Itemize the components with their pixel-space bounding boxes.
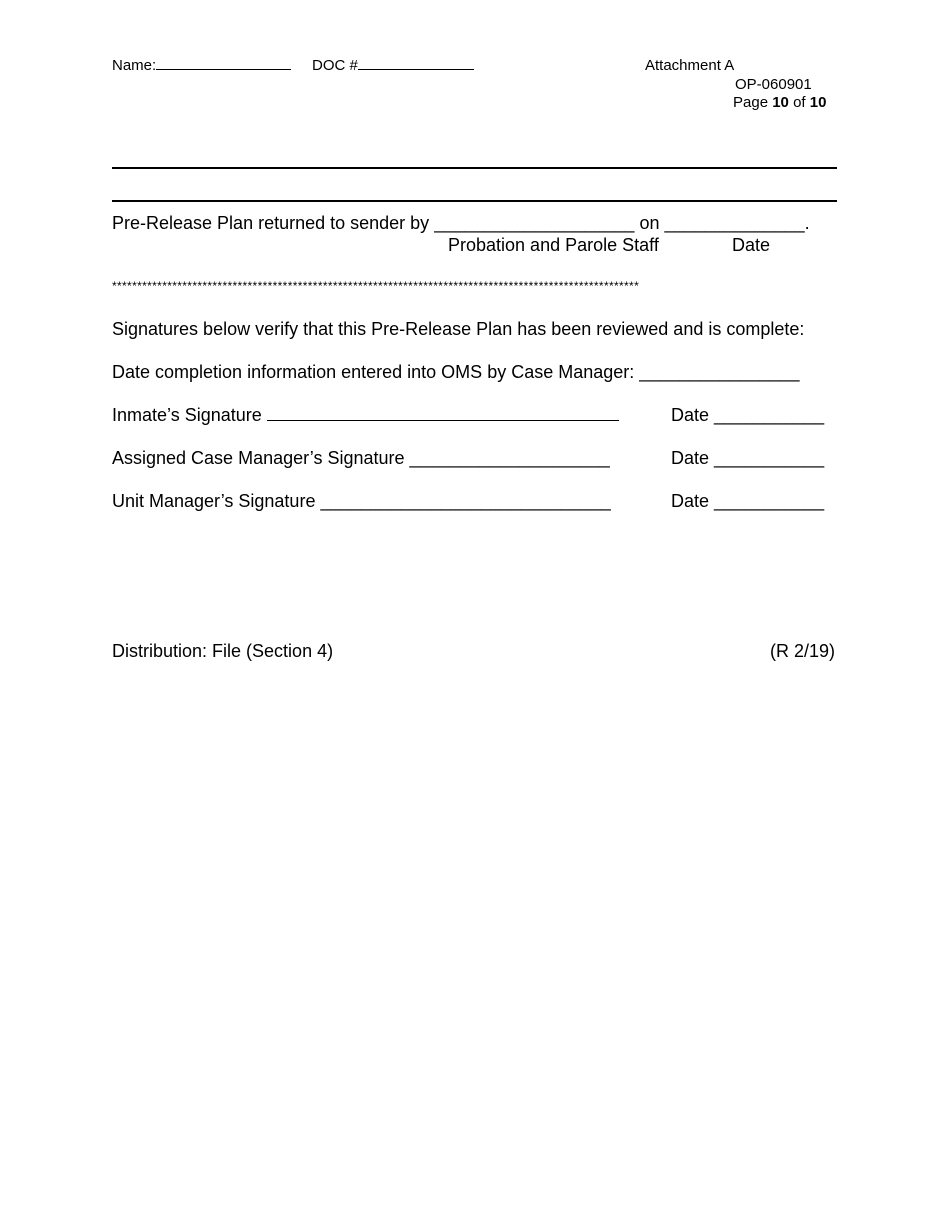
unit-manager-date-label: Date — [671, 491, 710, 511]
inmate-date-line — [671, 405, 824, 426]
page-number — [733, 94, 826, 111]
returned-to-sender-line — [112, 213, 810, 234]
name-field — [112, 57, 291, 74]
staff-blank[interactable]: ____________________ — [434, 213, 635, 233]
oms-blank[interactable]: ________________ — [639, 362, 800, 382]
caption-staff: Probation and Parole Staff — [448, 235, 659, 255]
case-manager-date-blank[interactable]: ___________ — [714, 448, 825, 468]
name-label: Name: — [112, 57, 157, 74]
unit-manager-date-line — [671, 491, 824, 512]
revision-note: (R 2/19) — [770, 641, 836, 661]
returned-on: on — [639, 213, 660, 233]
inmate-signature-blank[interactable] — [267, 419, 619, 421]
op-number: OP-060901 — [735, 76, 812, 93]
case-manager-signature-blank[interactable]: ____________________ — [409, 448, 610, 468]
caption-date: Date — [732, 235, 771, 255]
doc-number-label: DOC # — [312, 57, 358, 74]
oms-label: Date completion information entered into OMS by Case Manager: — [112, 362, 635, 382]
distribution-note: Distribution: File (Section 4) — [112, 641, 334, 661]
top-rule — [112, 167, 837, 169]
unit-manager-date-blank[interactable]: ___________ — [714, 491, 825, 511]
unit-manager-signature-blank[interactable]: _____________________________ — [320, 491, 611, 511]
signatures-intro: Signatures below verify that this Pre-Release Plan has been reviewed and is complete: — [112, 319, 805, 339]
name-blank[interactable] — [156, 68, 291, 70]
inmate-date-blank[interactable]: ___________ — [714, 405, 825, 425]
doc-number-field — [312, 57, 474, 74]
case-manager-signature-line — [112, 448, 610, 469]
page-prefix: Page — [733, 94, 769, 111]
case-manager-date-label: Date — [671, 448, 710, 468]
case-manager-date-line — [671, 448, 824, 469]
case-manager-signature-label: Assigned Case Manager’s Signature — [112, 448, 405, 468]
attachment-label: Attachment A — [645, 57, 735, 74]
unit-manager-signature-label: Unit Manager’s Signature — [112, 491, 316, 511]
inmate-date-label: Date — [671, 405, 710, 425]
returned-text: Pre-Release Plan returned to sender by — [112, 213, 430, 233]
returned-date-blank[interactable]: ______________. — [664, 213, 810, 233]
inmate-signature-label: Inmate’s Signature — [112, 405, 262, 425]
unit-manager-signature-line — [112, 491, 611, 512]
second-rule — [112, 200, 837, 202]
inmate-signature-line — [112, 405, 619, 426]
doc-number-blank[interactable] — [358, 68, 474, 70]
page-total: 10 — [809, 94, 827, 111]
star-separator: ********************************************************************************************************* — [112, 279, 640, 293]
oms-date-line — [112, 362, 799, 383]
page-of: of — [793, 94, 806, 111]
page-current: 10 — [772, 94, 789, 111]
